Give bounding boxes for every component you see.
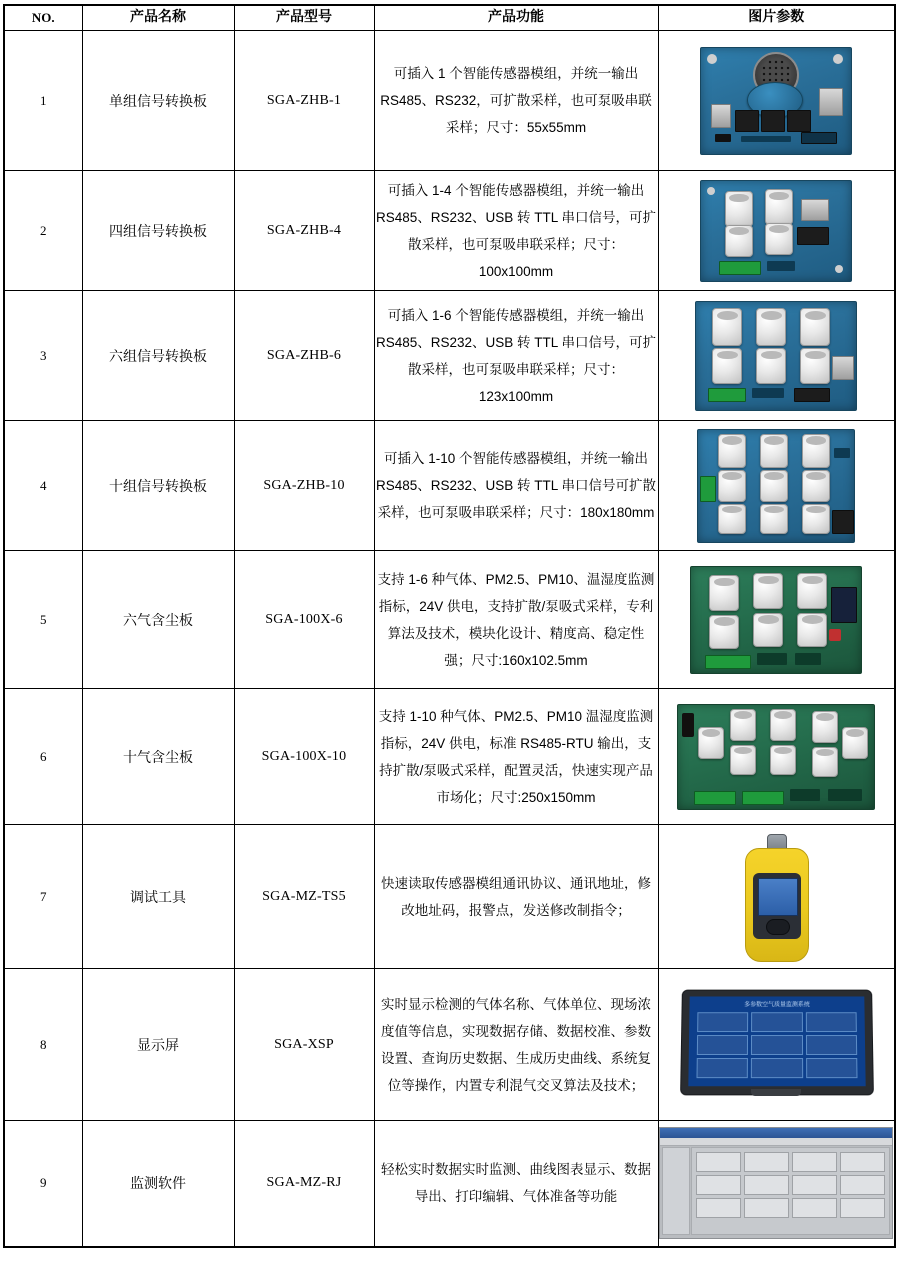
table-body bbox=[4, 31, 895, 1247]
header-product-model: 产品型号 bbox=[234, 5, 374, 31]
row-product-function: 快速读取传感器模组通讯协议、通讯地址，修改地址码，报警点，发送修改制指令； bbox=[374, 825, 658, 969]
row-product-model: SGA-100X-10 bbox=[234, 689, 374, 825]
row-product-function: 可插入 1-4 个智能传感器模组，并统一输出 RS485、RS232、USB 转 TTL 串口信号，可扩散采样，也可泵吸串联采样；尺寸：100x100mm bbox=[374, 171, 658, 291]
table-row bbox=[4, 825, 895, 969]
row-product-name: 十气含尘板 bbox=[82, 689, 234, 825]
row-product-function: 支持 1-10 种气体、PM2.5、PM10 温湿度监测指标，24V 供电，标准 RS485-RTU 输出，支持扩散/泵吸式采样，配置灵活，快速实现产品市场化；尺寸:250x150mm bbox=[374, 689, 658, 825]
table-row bbox=[4, 689, 895, 825]
row-product-name: 监测软件 bbox=[82, 1121, 234, 1247]
row-no: 6 bbox=[4, 689, 82, 825]
row-no: 4 bbox=[4, 421, 82, 551]
row-product-name: 显示屏 bbox=[82, 969, 234, 1121]
row-product-image bbox=[658, 421, 895, 551]
row-product-model: SGA-ZHB-6 bbox=[234, 291, 374, 421]
header-product-name: 产品名称 bbox=[82, 5, 234, 31]
row-product-function: 支持 1-6 种气体、PM2.5、PM10、温湿度监测指标，24V 供电，支持扩散/泵吸式采样，专利算法及技术，模块化设计、精度高、稳定性强；尺寸:160x102.5mm bbox=[374, 551, 658, 689]
row-product-model: SGA-ZHB-4 bbox=[234, 171, 374, 291]
row-no: 5 bbox=[4, 551, 82, 689]
display-screen-photo bbox=[659, 989, 895, 1101]
row-no: 3 bbox=[4, 291, 82, 421]
table-row bbox=[4, 551, 895, 689]
table-row bbox=[4, 291, 895, 421]
row-no: 9 bbox=[4, 1121, 82, 1247]
table-row bbox=[4, 969, 895, 1121]
table-row bbox=[4, 421, 895, 551]
row-product-name: 调试工具 bbox=[82, 825, 234, 969]
row-product-name: 单组信号转换板 bbox=[82, 31, 234, 171]
six-channel-board-photo bbox=[659, 301, 895, 411]
row-no: 8 bbox=[4, 969, 82, 1121]
row-product-image bbox=[658, 825, 895, 969]
row-product-function: 可插入 1-10 个智能传感器模组，并统一输出 RS485、RS232、USB 转 TTL 串口信号可扩散采样，也可泵吸串联采样；尺寸：180x180mm bbox=[374, 421, 658, 551]
product-table bbox=[3, 4, 896, 1248]
row-product-name: 四组信号转换板 bbox=[82, 171, 234, 291]
row-product-image bbox=[658, 969, 895, 1121]
ten-channel-board-photo bbox=[659, 429, 895, 543]
table-header bbox=[4, 5, 895, 31]
table-row bbox=[4, 31, 895, 171]
six-gas-dust-board-photo bbox=[659, 566, 895, 674]
row-product-image bbox=[658, 291, 895, 421]
header-row bbox=[4, 5, 895, 31]
row-no: 7 bbox=[4, 825, 82, 969]
table-row bbox=[4, 171, 895, 291]
header-image-params: 图片参数 bbox=[658, 5, 895, 31]
monitoring-software-photo bbox=[659, 1127, 895, 1239]
row-product-function: 可插入 1 个智能传感器模组，并统一输出 RS485、RS232，可扩散采样，也可泵吸串联采样；尺寸：55x55mm bbox=[374, 31, 658, 171]
row-no: 1 bbox=[4, 31, 82, 171]
row-product-image bbox=[658, 689, 895, 825]
row-product-image bbox=[658, 551, 895, 689]
row-no: 2 bbox=[4, 171, 82, 291]
row-product-model: SGA-MZ-TS5 bbox=[234, 825, 374, 969]
four-channel-board-photo bbox=[659, 180, 895, 282]
row-product-function: 实时显示检测的气体名称、气体单位、现场浓度值等信息，实现数据存储、数据校准、参数设置、查询历史数据、生成历史曲线、系统复位等操作，内置专利混气交叉算法及技术； bbox=[374, 969, 658, 1121]
row-product-model: SGA-ZHB-10 bbox=[234, 421, 374, 551]
row-product-name: 十组信号转换板 bbox=[82, 421, 234, 551]
row-product-function: 轻松实时数据实时监测、曲线图表显示、数据导出、打印编辑、气体准备等功能 bbox=[374, 1121, 658, 1247]
single-channel-board-photo bbox=[659, 47, 895, 155]
row-product-model: SGA-ZHB-1 bbox=[234, 31, 374, 171]
row-product-image bbox=[658, 1121, 895, 1247]
header-product-function: 产品功能 bbox=[374, 5, 658, 31]
row-product-function: 可插入 1-6 个智能传感器模组，并统一输出 RS485、RS232、USB 转 TTL 串口信号，可扩散采样，也可泵吸串联采样；尺寸：123x100mm bbox=[374, 291, 658, 421]
row-product-model: SGA-XSP bbox=[234, 969, 374, 1121]
row-product-name: 六组信号转换板 bbox=[82, 291, 234, 421]
ten-gas-dust-board-photo bbox=[659, 704, 895, 810]
table-row bbox=[4, 1121, 895, 1247]
row-product-model: SGA-MZ-RJ bbox=[234, 1121, 374, 1247]
row-product-image bbox=[658, 31, 895, 171]
row-product-name: 六气含尘板 bbox=[82, 551, 234, 689]
header-no: NO. bbox=[4, 5, 82, 31]
handheld-debug-tool-photo bbox=[659, 834, 895, 960]
row-product-model: SGA-100X-6 bbox=[234, 551, 374, 689]
row-product-image bbox=[658, 171, 895, 291]
display-panel-title: 多参数空气质量监测系统 bbox=[744, 1001, 811, 1008]
